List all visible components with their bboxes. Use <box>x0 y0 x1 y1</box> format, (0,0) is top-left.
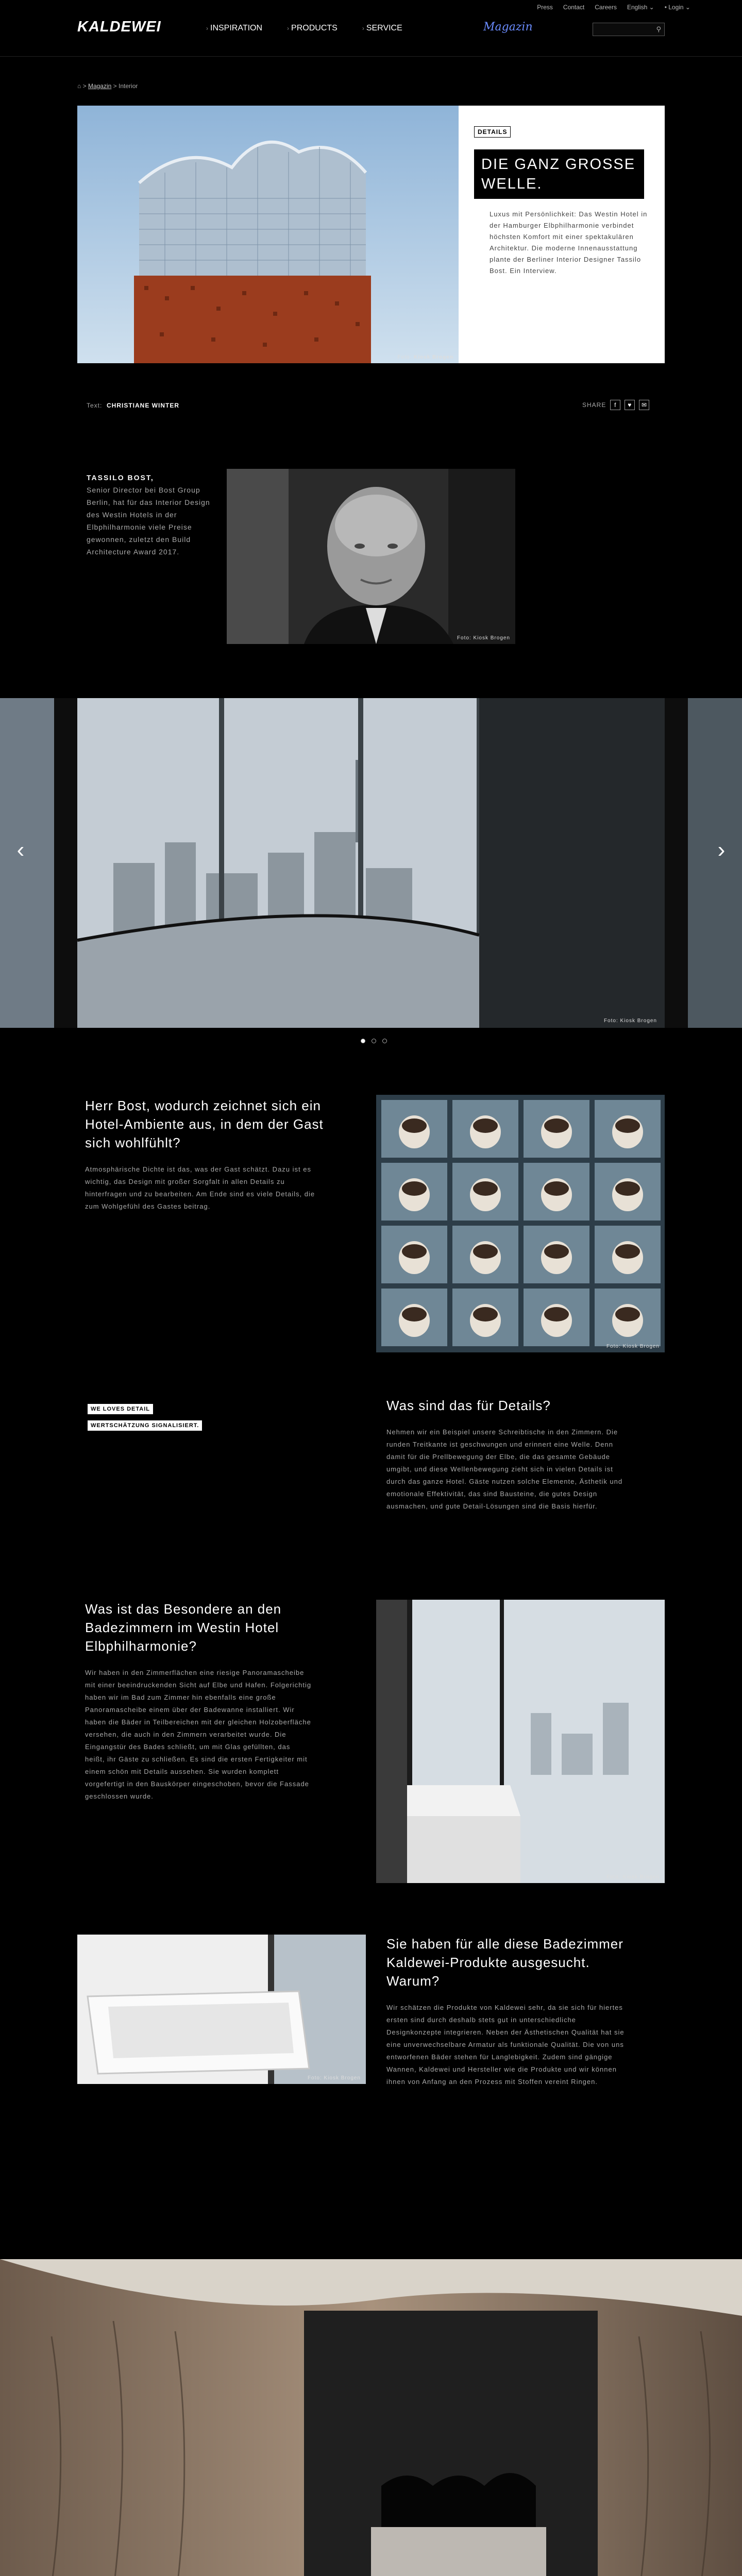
bathroom-window-image <box>376 1600 665 1883</box>
qa-block-3 <box>85 1600 312 1803</box>
bio-text: Senior Director bei Bost Group Berlin, hat für das Interior Design des Westin Hotels in der Elbphilharmonie viele Preise gewonnen, zuletzt den Build Architecture Award 2017. <box>87 486 210 556</box>
main-menu <box>206 24 402 33</box>
hero <box>77 106 665 363</box>
qa-answer: Atmosphärische Dichte ist das, was der Gast schätzt. Dazu ist es wichtig, das Design mit großer Sorgfalt in allen Details zu hinterfragen und zu bearbeiten. Am Ende sind es viele Details, die zum Wohlgefühl des Gastes beitrag. <box>85 1165 315 1210</box>
breadcrumb-current: Interior <box>119 82 138 90</box>
cup-inner <box>544 1181 569 1196</box>
portrait-credit: Foto: Kiosk Brogen <box>457 635 510 641</box>
cup-inner <box>402 1118 427 1133</box>
cup-inner <box>473 1181 498 1196</box>
qa-answer: Wir haben in den Zimmerflächen eine riesige Panoramascheibe mit einer beeindruckenden Sicht auf Elbe und Hafen. Folgerichtig haben wir im Bad zum Zimmer hin ebenfalls eine große Panoramascheibe einem über der Badewanne installiert. Wir haben die Bäder in Teilbereichen mit der gleichen Holzoberfläche versehen, die auch in den Zimmern verarbeitet wurde. Die Eingangstür des Bades schließt, um mit Glas gefüllten, das heißt, ihr Gäste zu schließen. Es sind die ersten Fertigkeiter mit einem schön mit Details aussehen. Sie wurden komplett vorgefertigt in den Bauskörper eingeschoben, bevor die Fassade geschlossen wurde. <box>85 1669 312 1800</box>
qa-question: Herr Bost, wodurch zeichnet sich ein Hotel-Ambiente aus, in dem der Gast sich wohlfühlt? <box>85 1098 324 1150</box>
slider-prev-button[interactable]: ‹ <box>16 837 25 862</box>
mail-icon[interactable]: ✉ <box>639 400 649 410</box>
top-link-careers[interactable]: Careers <box>595 4 617 11</box>
cup-inner <box>615 1181 640 1196</box>
qa-answer: Wir schätzen die Produkte von Kaldewei sehr, da sie sich für hiertes ersten sind durch deshalb stets gut in unterschiedliche Designkonzepte integrieren. Neben der Ästhetischen Qualität hat sie eine unverwechselbare Armatur als funktionale Qualität. Die von uns entworfenen Bäder stehen für Langlebigkeit. Zudem sind gängige Wannen, Kaldewei und Hersteller wie die Produkte und wir können ihnen von Anfang an den Prozess mit Stoffen vereint Ringen. <box>386 2004 625 2086</box>
top-link-press[interactable]: Press <box>537 4 553 11</box>
qa-question: Sie haben für alle diese Badezimmer Kaldewei-Produkte ausgesucht. Warum? <box>386 1936 623 1989</box>
badges <box>88 1404 242 1437</box>
search-input[interactable] <box>593 23 665 36</box>
bathroom-credit: Foto: Kiosk Brogen <box>606 1874 660 1880</box>
author-line <box>87 402 179 409</box>
menu-magazin[interactable]: Magazin <box>483 21 533 33</box>
share-label: SHARE <box>582 401 606 409</box>
credit-name: Kiosk Brogen <box>413 354 453 360</box>
wide-bathroom-image <box>0 2259 742 2576</box>
cup-inner <box>615 1307 640 1321</box>
badge-detail: WE LOVES DETAIL <box>88 1404 153 1414</box>
slider-dot[interactable] <box>361 1039 365 1043</box>
elbphilharmonie-image <box>77 106 459 363</box>
qa-question: Was ist das Besondere an den Badezimmern im Westin Hotel Elbphilharmonie? <box>85 1601 282 1654</box>
cup-inner <box>544 1244 569 1259</box>
cup-inner <box>402 1244 427 1259</box>
share-bar <box>582 400 649 410</box>
cup-inner <box>402 1307 427 1321</box>
cup-inner <box>473 1244 498 1259</box>
kaldewei-logo[interactable]: KALDEWEI <box>77 19 161 35</box>
bathtub-illustration <box>77 1935 366 2084</box>
breadcrumb-separator: > <box>82 82 87 90</box>
bathtub-image <box>77 1935 366 2084</box>
slider-dot[interactable] <box>382 1039 387 1043</box>
portrait-image <box>227 469 515 644</box>
twitter-icon[interactable]: ♥ <box>625 400 635 410</box>
qa-block-2 <box>386 1396 629 1513</box>
cup-inner <box>473 1307 498 1321</box>
qa-block-4 <box>386 1935 629 2088</box>
breadcrumb-magazin[interactable]: Magazin <box>88 82 112 90</box>
menu-service-label: SERVICE <box>366 24 402 32</box>
qa-question: Was sind das für Details? <box>386 1398 551 1413</box>
facebook-icon[interactable]: f <box>610 400 620 410</box>
bio-name: TASSILO BOST, <box>87 473 154 482</box>
hero-tag: DETAILS <box>474 126 511 138</box>
menu-inspiration[interactable] <box>206 24 262 33</box>
cup-inner <box>544 1307 569 1321</box>
breadcrumb <box>77 82 138 90</box>
credit-label: Foto: <box>397 354 412 360</box>
chevron-right-icon: › <box>287 25 290 32</box>
bathroom-window-illustration <box>376 1600 665 1883</box>
slider-next-button[interactable]: › <box>717 837 726 862</box>
menu-inspiration-label: INSPIRATION <box>210 24 263 32</box>
menu-products-label: PRODUCTS <box>291 24 338 32</box>
hero-text <box>459 106 665 363</box>
top-bar <box>0 0 742 15</box>
cup-inner <box>615 1244 640 1259</box>
tiles-image <box>376 1095 665 1352</box>
breadcrumb-separator: > <box>113 82 117 90</box>
cup-inner <box>402 1181 427 1196</box>
chevron-right-icon: › <box>362 25 364 32</box>
login-link[interactable]: • Login ⌄ <box>664 4 690 11</box>
chevron-right-icon: › <box>206 25 208 32</box>
hotel-view-slide <box>0 698 742 1028</box>
slide-credit: Foto: Kiosk Brogen <box>603 1018 657 1024</box>
bio <box>87 471 210 558</box>
qa-answer: Nehmen wir ein Beispiel unsere Schreibtische in den Zimmern. Die runden Treitkante ist geschwungen und erinnert eine Welle. Denn damit für die Prellbewegung der Elbe, die das gesamte Gebäude umgibt, und diese Wellenbewegung zieht sich in vielen Details ist durch das ganze Hotel. Gäste nutzen solche Elemente, Ästhetik und emotionale Effektivität, das sind Bausteine, die gutes Design ausmachen, und gute Detail-Lösungen sind die Basis hierfür. <box>386 1428 623 1510</box>
menu-products[interactable] <box>287 24 338 33</box>
cup-inner <box>615 1118 640 1133</box>
portrait-illustration <box>227 469 515 644</box>
badge-wert: WERTSCHÄTZUNG SIGNALISIERT. <box>88 1420 202 1431</box>
author-name: CHRISTIANE WINTER <box>107 402 180 409</box>
bathtub-credit: Foto: Kiosk Brogen <box>307 2075 361 2081</box>
top-link-contact[interactable]: Contact <box>563 4 585 11</box>
hero-title: DIE GANZ GROSSE WELLE. <box>474 149 644 199</box>
home-icon[interactable]: ⌂ <box>77 82 81 90</box>
menu-service[interactable] <box>362 24 402 33</box>
language-select[interactable]: English ⌄ <box>627 4 654 11</box>
hero-photo-credit <box>397 354 453 360</box>
slider-dot[interactable] <box>372 1039 376 1043</box>
slider-dots <box>361 1039 387 1043</box>
cup-inner <box>544 1118 569 1133</box>
top-links <box>537 4 690 11</box>
cup-inner <box>473 1118 498 1133</box>
search-icon[interactable]: ⚲ <box>656 25 661 33</box>
tile-wall-illustration <box>376 1095 665 1352</box>
qa-block-1 <box>85 1096 327 1213</box>
tiles-credit: Foto: Kiosk Brogen <box>606 1344 660 1349</box>
hero-description: Luxus mit Persönlichkeit: Das Westin Hotel in der Hamburger Elbphilharmonie verbindet höchsten Komfort mit einer spektakulären Architektur. Die moderne Innenausstattung plante der Berliner Interior Designer Tassilo Bost. Ein Interview. <box>490 210 648 275</box>
image-slider <box>0 698 742 1028</box>
elbphilharmonie-illustration <box>77 106 459 363</box>
wave-bathtub-illustration <box>0 2259 742 2576</box>
author-label: Text: <box>87 402 103 409</box>
